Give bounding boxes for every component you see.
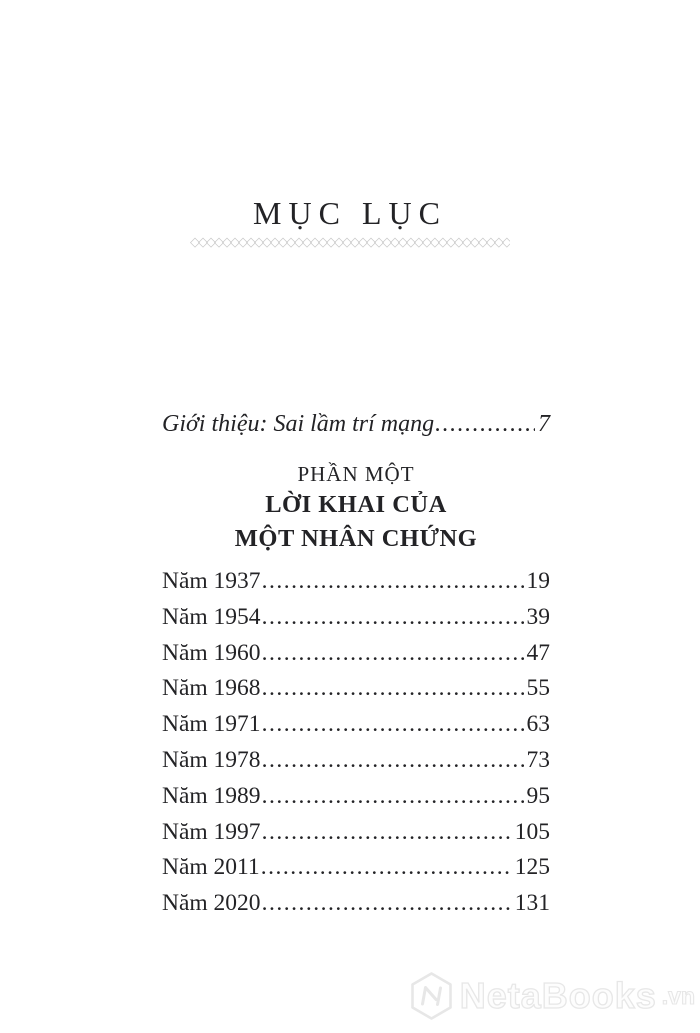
toc-entry-page-number: 19 [526,568,550,594]
netabooks-hexagon-logo-icon [408,971,455,1021]
toc-intro-row [162,408,550,440]
part-kicker: PHẦN MỘT [297,462,415,486]
part-title-line1: LỜI KHAI CỦA [265,491,447,518]
toc-entry [162,850,550,886]
toc-entry-page-number: 95 [526,782,550,809]
toc-entry-page-number: 39 [526,603,550,630]
dot-leader [262,707,524,743]
toc-entry-label: Năm 2020 [162,890,261,917]
dot-leader [262,564,524,600]
toc-entry [162,815,550,851]
toc-entry-page-number: 63 [526,711,550,738]
toc-entry [162,600,550,636]
part-heading [162,460,550,556]
dot-leader [262,886,512,922]
toc-entry [162,636,550,672]
dot-leader [435,408,535,440]
watermark-suffix-text: .vn [661,982,695,1009]
dot-leader [262,600,524,636]
toc-entry-page-number: 125 [514,854,550,881]
dot-leader [262,779,524,815]
toc-entry [162,779,550,815]
dot-leader [261,850,512,886]
toc-entry-label: Năm 1997 [162,818,261,845]
toc-entry [162,671,550,707]
dot-leader [262,636,524,672]
toc-entry-label: Năm 1978 [162,746,261,773]
toc-entry-label: Năm 1968 [162,675,261,702]
toc-entry [162,743,550,779]
netabooks-watermark [408,971,695,1021]
page-title: MỤC LỤC [253,195,447,231]
toc-entry-page-number: 55 [526,675,550,702]
table-of-contents [0,408,700,922]
diamond-divider [190,237,510,250]
toc-entry-page-number: 131 [514,890,550,917]
part-title-line2: MỘT NHÂN CHỨNG [234,525,478,552]
dot-leader [262,815,512,851]
toc-entry-label: Năm 1954 [162,603,261,630]
toc-entry [162,707,550,743]
toc-entry [162,886,550,922]
toc-entry-page-number: 73 [526,746,550,773]
toc-entry-label: Năm 2011 [162,854,260,881]
toc-entry [162,564,550,600]
toc-entry-page-number: 105 [514,818,550,845]
toc-entry-label: Năm 1971 [162,711,261,738]
toc-list [162,564,550,922]
toc-intro-label: Giới thiệu: Sai lầm trí mạng [162,411,435,437]
watermark-brand-text: NetaBooks [459,975,657,1016]
toc-entry-label: Năm 1989 [162,782,261,809]
dot-leader [262,671,524,707]
toc-entry-label: Năm 1960 [162,639,261,666]
toc-entry-label: Năm 1937 [162,568,261,594]
toc-entry-page-number: 47 [526,639,550,666]
toc-intro-page-number: 7 [538,411,550,437]
dot-leader [262,743,524,779]
